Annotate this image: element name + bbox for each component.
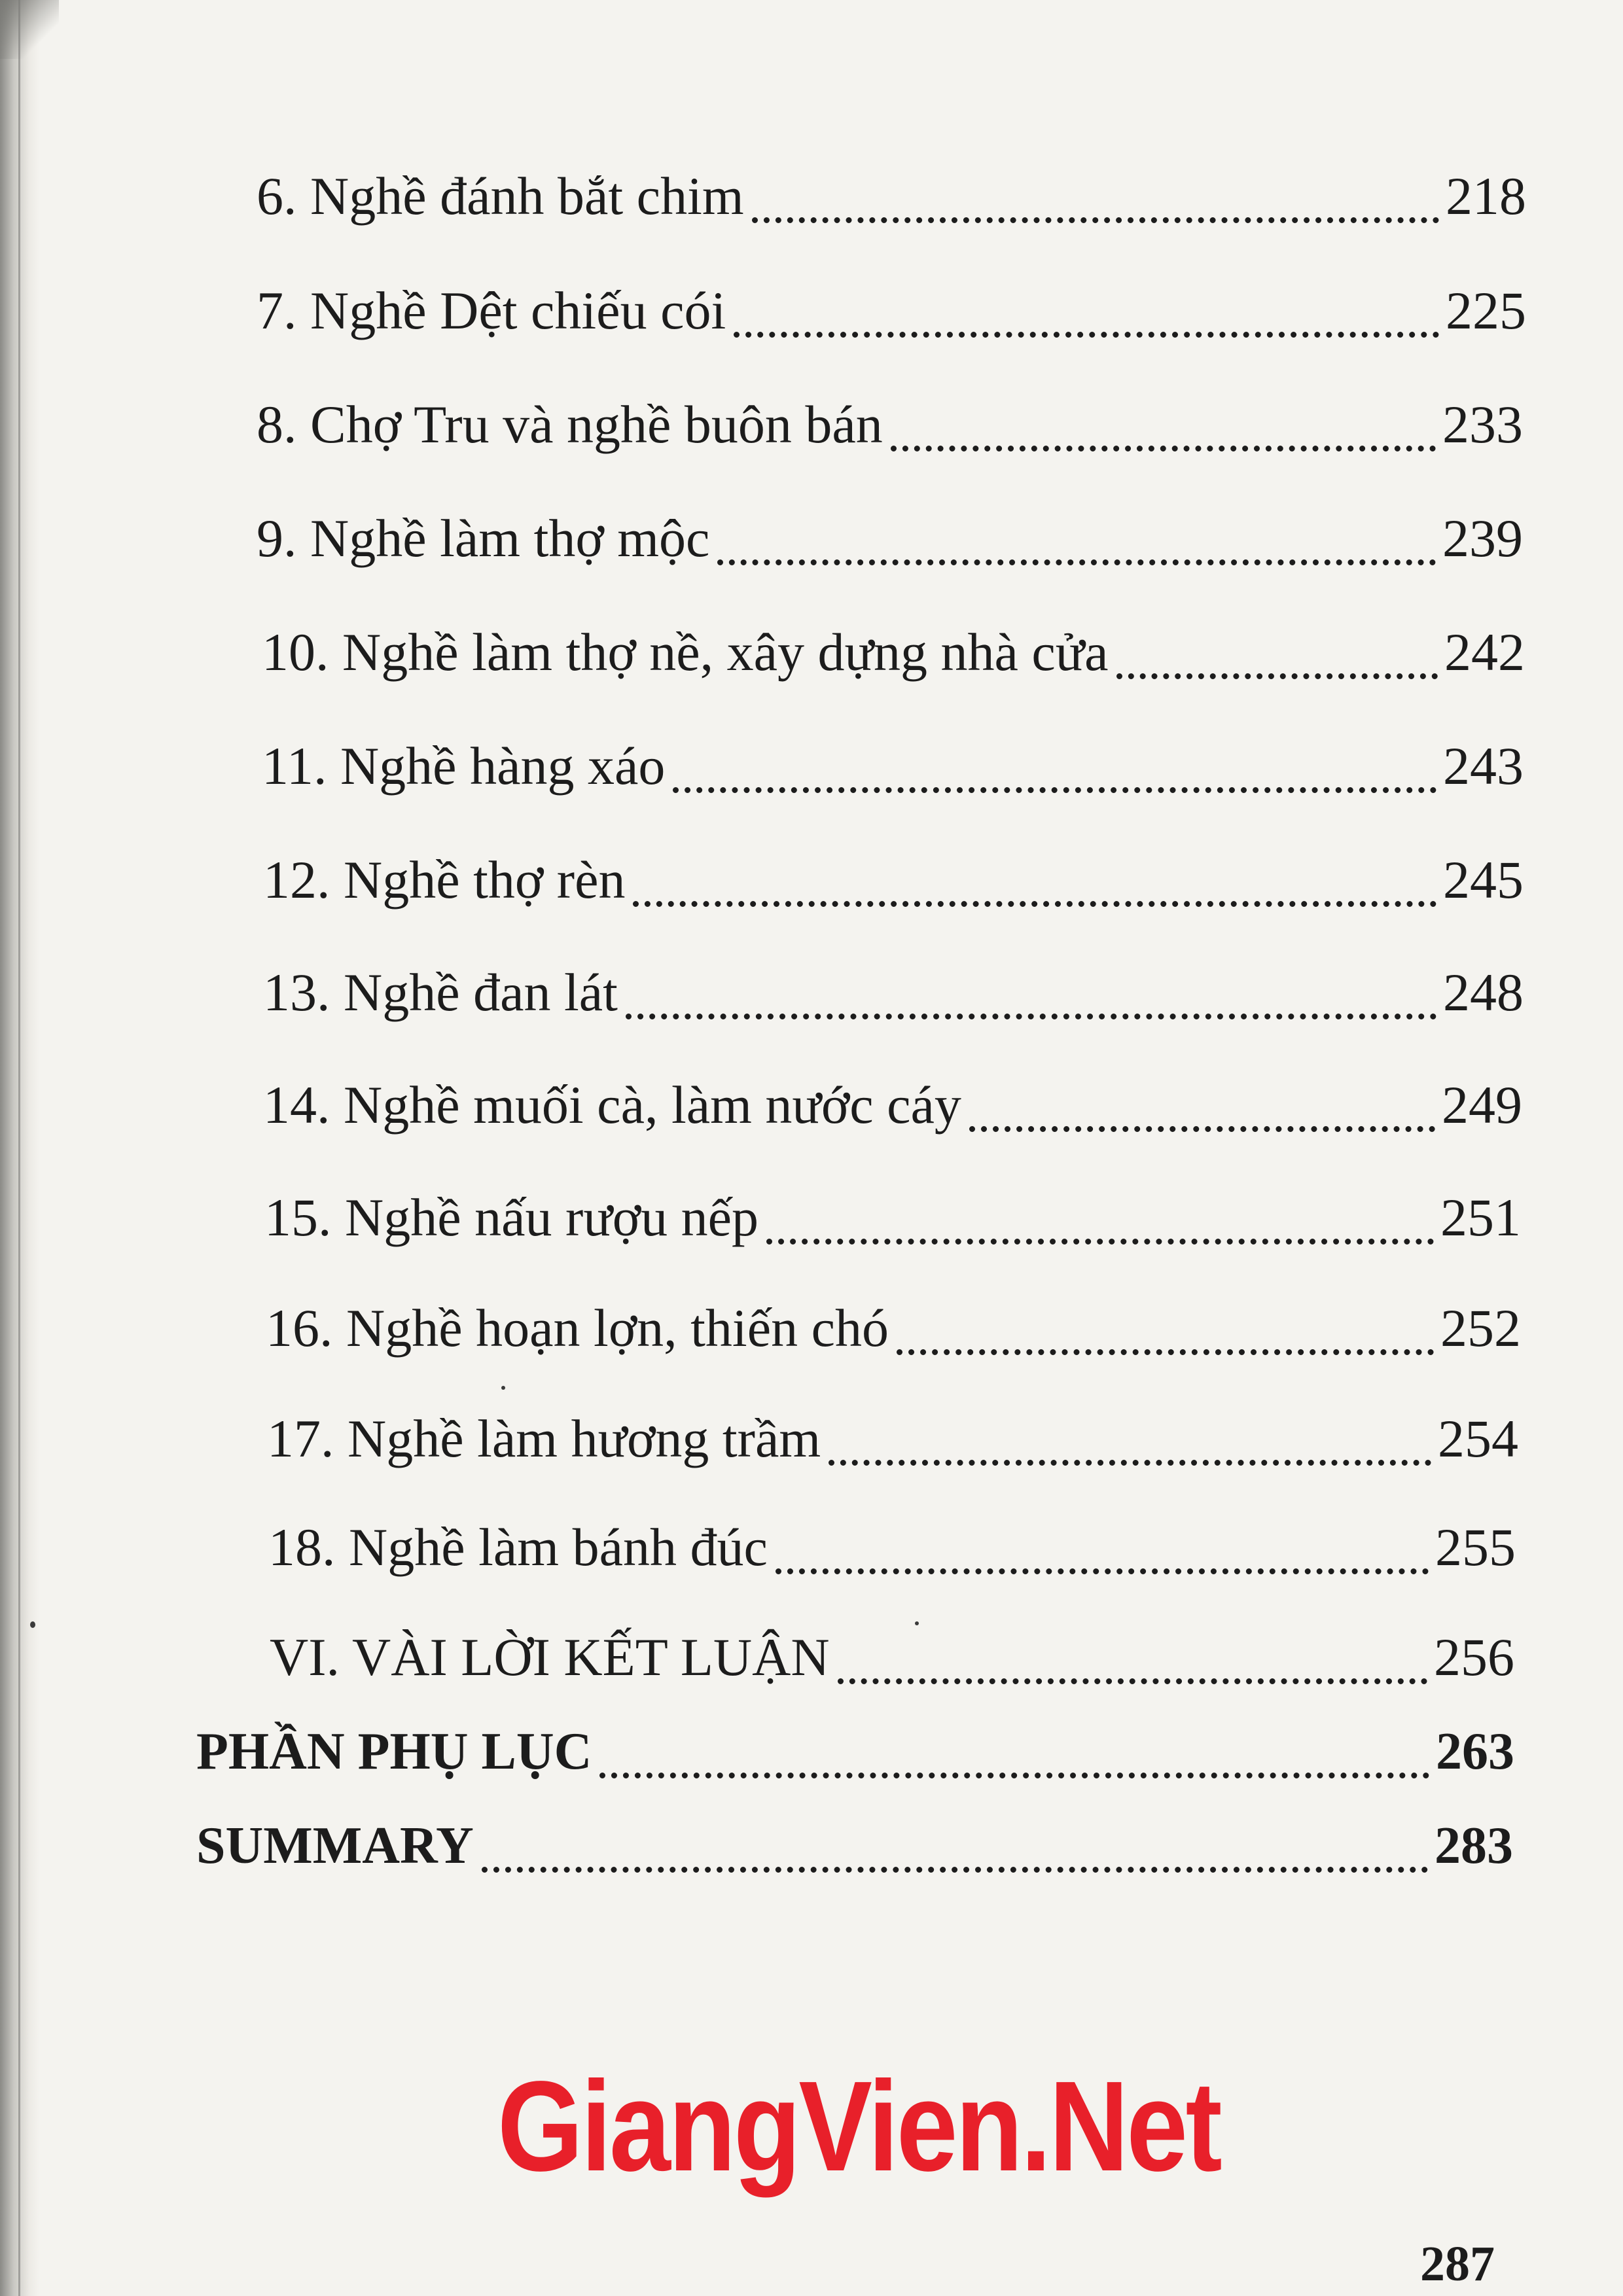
toc-entry-title: VI. VÀI LỜI KẾT LUẬN — [270, 1627, 830, 1687]
toc-entry[interactable] — [257, 275, 1526, 347]
toc-dot-leader — [969, 1126, 1435, 1132]
toc-entry-page: 254 — [1438, 1409, 1518, 1468]
toc-entry[interactable] — [262, 616, 1525, 688]
toc-dot-leader — [829, 1460, 1431, 1466]
toc-entry[interactable] — [266, 1292, 1521, 1364]
page-edge-line — [18, 0, 20, 2296]
toc-entry[interactable] — [257, 389, 1523, 461]
page-number: 287 — [1420, 2236, 1495, 2291]
toc-entry-title: 17. Nghề làm hương trầm — [267, 1409, 821, 1468]
toc-entry-page: 283 — [1435, 1817, 1513, 1875]
toc-entry[interactable] — [267, 1403, 1518, 1475]
toc-entry[interactable] — [264, 1182, 1521, 1254]
toc-entry-title: 10. Nghề làm thợ nề, xây dựng nhà cửa — [262, 622, 1109, 682]
toc-entry-page: 245 — [1443, 850, 1524, 910]
toc-dot-leader — [838, 1678, 1427, 1684]
toc-entry-title: 18. Nghề làm bánh đúc — [268, 1517, 768, 1577]
toc-entry[interactable] — [196, 1716, 1514, 1788]
toc-entry-page: 251 — [1440, 1188, 1521, 1247]
toc-dot-leader — [482, 1867, 1428, 1873]
toc-entry[interactable] — [268, 1511, 1516, 1583]
toc-dot-leader — [776, 1568, 1429, 1574]
toc-entry-title: 6. Nghề đánh bắt chim — [257, 166, 744, 226]
toc-dot-leader — [752, 217, 1439, 223]
toc-entry-title: 16. Nghề hoạn lợn, thiến chó — [266, 1298, 889, 1358]
toc-entry[interactable] — [270, 1621, 1514, 1693]
toc-entry-title: 15. Nghề nấu rượu nếp — [264, 1188, 759, 1247]
watermark-text: GiangVien.Net — [497, 2055, 1221, 2198]
toc-entry[interactable] — [257, 160, 1526, 232]
toc-dot-leader — [673, 787, 1436, 793]
toc-entry-page: 243 — [1443, 736, 1524, 796]
toc-entry-page: 218 — [1446, 166, 1526, 226]
toc-entry[interactable] — [263, 1069, 1522, 1141]
toc-entry-page: 239 — [1442, 508, 1523, 568]
page-corner-shadow — [0, 0, 59, 59]
toc-entry[interactable] — [196, 1810, 1513, 1882]
toc-dot-leader — [734, 332, 1439, 338]
toc-dot-leader — [599, 1773, 1429, 1778]
toc-dot-leader — [717, 559, 1436, 565]
toc-dot-leader — [633, 901, 1436, 907]
toc-entry-page: 225 — [1446, 281, 1526, 340]
toc-entry-title: 8. Chợ Tru và nghề buôn bán — [257, 395, 883, 454]
toc-entry[interactable] — [263, 844, 1524, 916]
toc-dot-leader — [626, 1014, 1436, 1019]
toc-entry-page: 256 — [1434, 1627, 1514, 1687]
toc-entry-title: 12. Nghề thợ rèn — [263, 850, 626, 910]
toc-entry-title: 11. Nghề hàng xáo — [262, 736, 666, 796]
toc-dot-leader — [891, 446, 1436, 451]
print-speck — [30, 1621, 35, 1628]
toc-entry[interactable] — [257, 503, 1523, 574]
toc-entry-title: 13. Nghề đan lát — [263, 963, 618, 1022]
toc-entry-page: 255 — [1435, 1517, 1516, 1577]
print-speck — [501, 1386, 505, 1390]
toc-entry-title: 9. Nghề làm thợ mộc — [257, 508, 710, 568]
toc-entry-page: 233 — [1442, 395, 1523, 454]
toc-dot-leader — [1116, 673, 1438, 679]
toc-entry-title: 14. Nghề muối cà, làm nước cáy — [263, 1075, 961, 1135]
toc-entry-title: SUMMARY — [196, 1817, 474, 1875]
toc-entry-page: 263 — [1436, 1723, 1514, 1780]
toc-entry-page: 242 — [1444, 622, 1525, 682]
toc-entry[interactable] — [263, 957, 1524, 1029]
toc-entry-page: 252 — [1440, 1298, 1521, 1358]
toc-entry-title: PHẦN PHỤ LỤC — [196, 1723, 592, 1780]
toc-dot-leader — [766, 1239, 1434, 1245]
toc-entry[interactable] — [262, 730, 1524, 802]
toc-dot-leader — [897, 1349, 1434, 1355]
toc-entry-page: 249 — [1442, 1075, 1522, 1135]
toc-entry-title: 7. Nghề Dệt chiếu cói — [257, 281, 726, 340]
toc-entry-page: 248 — [1443, 963, 1524, 1022]
